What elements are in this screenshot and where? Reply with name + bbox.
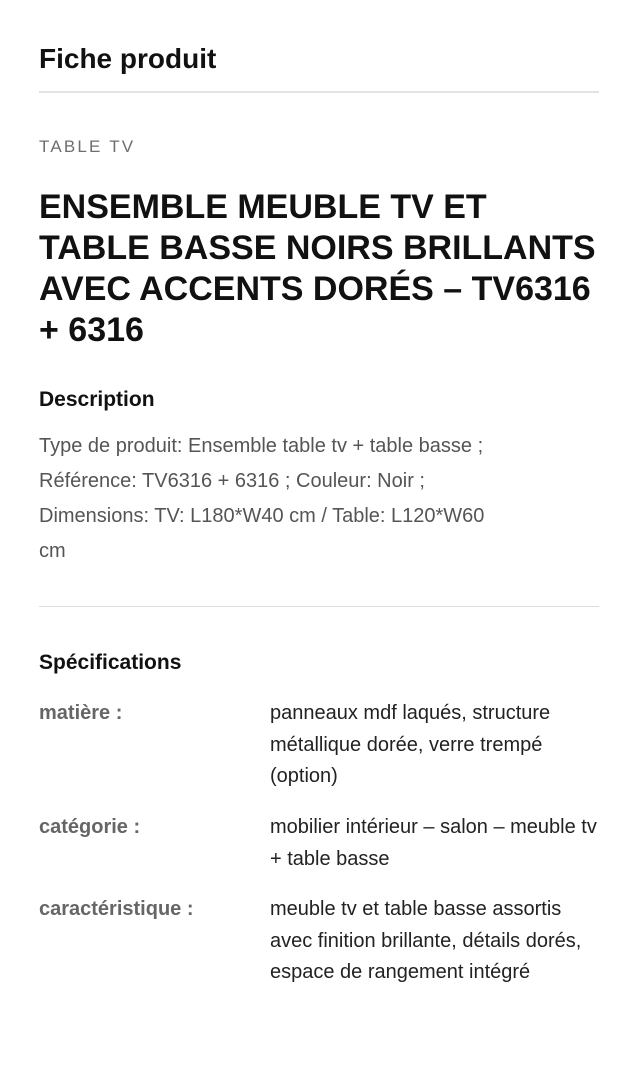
section-divider bbox=[39, 606, 599, 607]
spec-label: caractéristique : bbox=[39, 898, 194, 920]
spec-value: mobilier intérieur – salon – meuble tv + table basse bbox=[270, 816, 597, 870]
description-text: Type de produit: Ensemble table tv + table basse ; Référence: TV6316 + 6316 ; Couleur: Noir ; Dimensions: TV: L180*W40 cm / Table: L120*W60 cm bbox=[39, 435, 485, 562]
spec-label: matière : bbox=[39, 702, 123, 724]
specifications-heading: Spécifications bbox=[39, 651, 182, 674]
product-title: ENSEMBLE MEUBLE TV ET TABLE BASSE NOIRS BRILLANTS AVEC ACCENTS DORÉS – TV6316 + 6316 bbox=[39, 188, 596, 349]
spec-value: meuble tv et table basse assortis avec finition brillante, détails dorés, espace de rangement intégré bbox=[270, 898, 582, 983]
spec-label: catégorie : bbox=[39, 816, 141, 838]
spec-value: panneaux mdf laqués, structure métallique dorée, verre trempé (option) bbox=[270, 702, 551, 787]
product-category: TABLE TV bbox=[39, 137, 136, 156]
page-title: Fiche produit bbox=[39, 43, 217, 74]
description-heading: Description bbox=[39, 388, 155, 411]
header-divider bbox=[39, 91, 599, 93]
